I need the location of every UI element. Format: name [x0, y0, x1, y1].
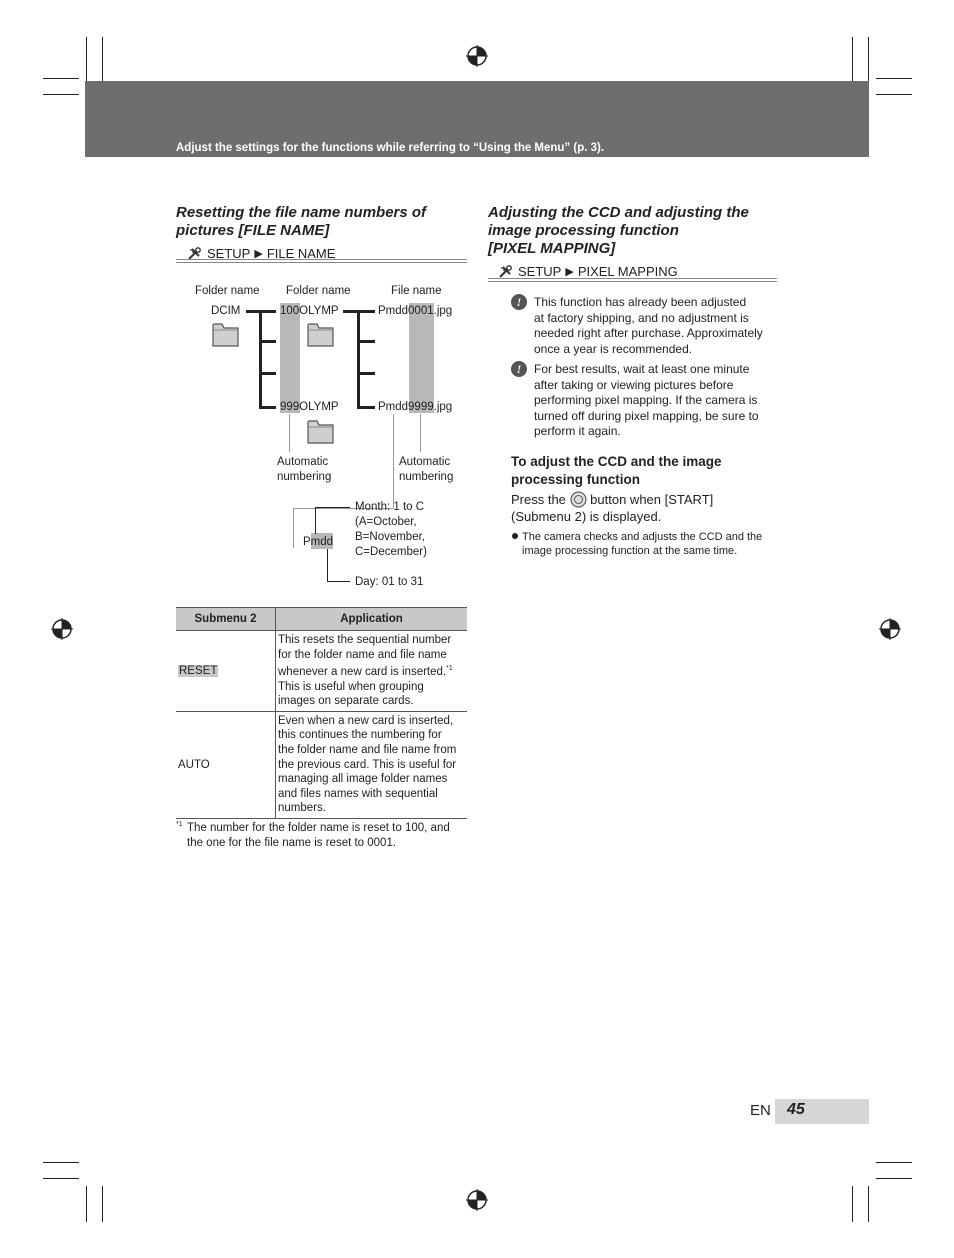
arrow-right-icon: ▶: [565, 266, 574, 278]
title-line: Resetting the file name numbers of: [176, 204, 427, 221]
legend-line: (A=October,: [355, 516, 417, 528]
label-line: Automatic: [277, 456, 329, 468]
caution-icon: !: [511, 361, 527, 377]
dcim-label: DCIM: [211, 305, 241, 317]
crop-mark: [43, 78, 79, 79]
procedure-title: [511, 453, 722, 489]
desc-line: this continues the numbering for: [278, 729, 442, 742]
table-cell-desc: [276, 631, 468, 712]
desc-line: the folder name and file name from: [278, 743, 457, 756]
legend-line: C=December): [355, 546, 427, 558]
pointer-line: [289, 414, 290, 452]
tree-line: [259, 406, 276, 409]
pointer-line: [293, 508, 294, 548]
tree-line: [357, 372, 375, 375]
note-line: This function has already been adjusted: [534, 295, 747, 309]
auto-numbering-folder-label: [277, 455, 331, 485]
folder-icon: [306, 417, 336, 445]
crop-mark: [852, 1186, 853, 1222]
table-row: [176, 711, 467, 818]
note-line: For best results, wait at least one minute: [534, 362, 750, 376]
crop-mark: [876, 1162, 912, 1163]
desc-line: the previous card. This is useful for: [278, 758, 457, 771]
page-number: 45: [787, 1101, 805, 1118]
desc-line: This resets the sequential number: [278, 634, 452, 646]
title-line: To adjust the CCD and the image: [511, 454, 722, 469]
table-cell-option: [176, 631, 276, 712]
arrow-right-icon: ▶: [254, 248, 263, 260]
crop-mark: [43, 1178, 79, 1179]
footnote-line: the one for the file name is reset to 0001.: [187, 837, 397, 849]
pointer-line: [327, 549, 328, 582]
tree-line: [259, 340, 276, 343]
tree-line: [357, 340, 375, 343]
file-first: Pmdd0001.jpg: [378, 305, 453, 317]
note-line: at factory shipping, and no adjustment is: [534, 310, 749, 325]
note-2: [534, 362, 759, 440]
col-label-file: File name: [391, 285, 442, 297]
file-last: Pmdd9999.jpg: [378, 401, 453, 413]
desc-line: for the folder name and file name: [278, 648, 447, 661]
desc-line: and files names with sequential: [278, 787, 438, 800]
label-line: Automatic: [399, 456, 451, 468]
table-cell-option: AUTO: [176, 711, 276, 818]
folder-icon: [306, 320, 336, 348]
section-rule: [488, 278, 777, 282]
legend-line: Month: 1 to C: [355, 501, 425, 513]
procedure-text: [511, 491, 713, 525]
pointer-line: [393, 414, 394, 509]
note-line: after taking or viewing pictures before: [534, 377, 734, 392]
table-header-cell: Submenu 2: [176, 608, 276, 631]
bullet-line: image processing function at the same time.: [522, 545, 738, 558]
desc-line: managing all image folder names: [278, 773, 448, 786]
crop-mark: [102, 1186, 103, 1222]
title-line: image processing function: [488, 222, 679, 239]
menu-setup-label: SETUP: [207, 246, 251, 261]
note-line: turned off during pixel mapping, be sure to: [534, 408, 759, 423]
registration-mark-icon: [51, 618, 73, 640]
note-1: [534, 295, 763, 357]
submenu-table: [176, 607, 467, 819]
section-rule: [176, 259, 467, 263]
col-label-folder: Folder name: [195, 285, 260, 297]
month-legend: [355, 500, 427, 560]
tree-line: [357, 310, 360, 409]
procedure-line: (Submenu 2) is displayed.: [511, 508, 662, 524]
pointer-line: [315, 507, 350, 508]
procedure-text-part: Press the: [511, 492, 566, 507]
desc-line: images on separate cards.: [278, 695, 414, 708]
day-legend: Day: 01 to 31: [355, 576, 424, 588]
note-line: perform it again.: [534, 424, 621, 439]
caution-icon: !: [511, 294, 527, 310]
menu-setup-label: SETUP: [518, 264, 562, 279]
pointer-line: [327, 581, 350, 582]
crop-mark: [86, 1186, 87, 1222]
procedure-line: [511, 491, 713, 509]
footnote: [187, 821, 450, 851]
folder-first: 100OLYMP: [280, 305, 339, 317]
crop-mark: [876, 78, 912, 79]
table-header-cell: Application: [276, 608, 468, 631]
desc-line: Even when a new card is inserted,: [278, 714, 454, 727]
footnote-ref: *1: [446, 665, 453, 673]
note-line: needed right after purchase. Approximately: [534, 326, 763, 341]
pmdd-label: Pmdd: [303, 536, 334, 548]
language-label: EN: [750, 1102, 771, 1119]
pointer-line: [315, 507, 316, 534]
desc-line: numbers.: [278, 802, 326, 815]
header-instruction: Adjust the settings for the functions while referring to “Using the Menu” (p. 3).: [176, 142, 605, 154]
folder-icon: [211, 320, 241, 348]
folder-last: 999OLYMP: [280, 401, 339, 413]
crop-mark: [876, 94, 912, 95]
crop-mark: [876, 1178, 912, 1179]
note-line: performing pixel mapping. If the camera is: [534, 393, 758, 408]
registration-mark-icon: [466, 1189, 488, 1211]
left-section-title: [176, 204, 471, 240]
desc-line: This is useful when grouping: [278, 680, 424, 693]
crop-mark: [868, 1186, 869, 1222]
crop-mark: [43, 1162, 79, 1163]
footnote-mark: *1: [176, 821, 183, 828]
tree-line: [259, 372, 276, 375]
tree-line: [357, 406, 375, 409]
crop-mark: [43, 94, 79, 95]
table-row: [176, 631, 467, 712]
table-cell-desc: [276, 711, 468, 818]
label-line: numbering: [399, 471, 454, 483]
title-line: [PIXEL MAPPING]: [488, 240, 616, 257]
footnote-line: The number for the folder name is reset to 100, and: [187, 822, 450, 834]
bullet-note: [522, 530, 762, 559]
bullet-icon: [512, 533, 518, 539]
col-label-folder: Folder name: [286, 285, 351, 297]
table-header-row: [176, 608, 467, 631]
registration-mark-icon: [466, 45, 488, 67]
bullet-line: The camera checks and adjusts the CCD and the: [522, 531, 763, 543]
menu-item-label: PIXEL MAPPING: [577, 264, 678, 279]
title-line: processing function: [511, 472, 641, 487]
tree-line: [259, 310, 262, 409]
menu-path: [498, 264, 678, 279]
numbering-range-bar: [280, 303, 300, 413]
title-line: pictures [FILE NAME]: [176, 222, 330, 239]
note-line: once a year is recommended.: [534, 341, 693, 356]
legend-line: B=November,: [355, 531, 425, 543]
ok-func-button-icon: [570, 491, 587, 508]
menu-item-label: FILE NAME: [266, 246, 336, 261]
registration-mark-icon: [879, 618, 901, 640]
numbering-range-bar: [409, 303, 434, 413]
setup-tools-icon: [498, 265, 514, 279]
auto-numbering-file-label: [399, 455, 453, 485]
desc-text: whenever a new card is inserted.: [278, 666, 447, 679]
option-reset: RESET: [179, 664, 218, 677]
label-line: numbering: [277, 471, 332, 483]
pointer-line: [420, 414, 421, 452]
title-line: Adjusting the CCD and adjusting the: [488, 204, 749, 221]
right-section-title: [488, 204, 788, 258]
desc-line: [278, 662, 465, 679]
procedure-text-part: button when [START]: [590, 492, 714, 507]
